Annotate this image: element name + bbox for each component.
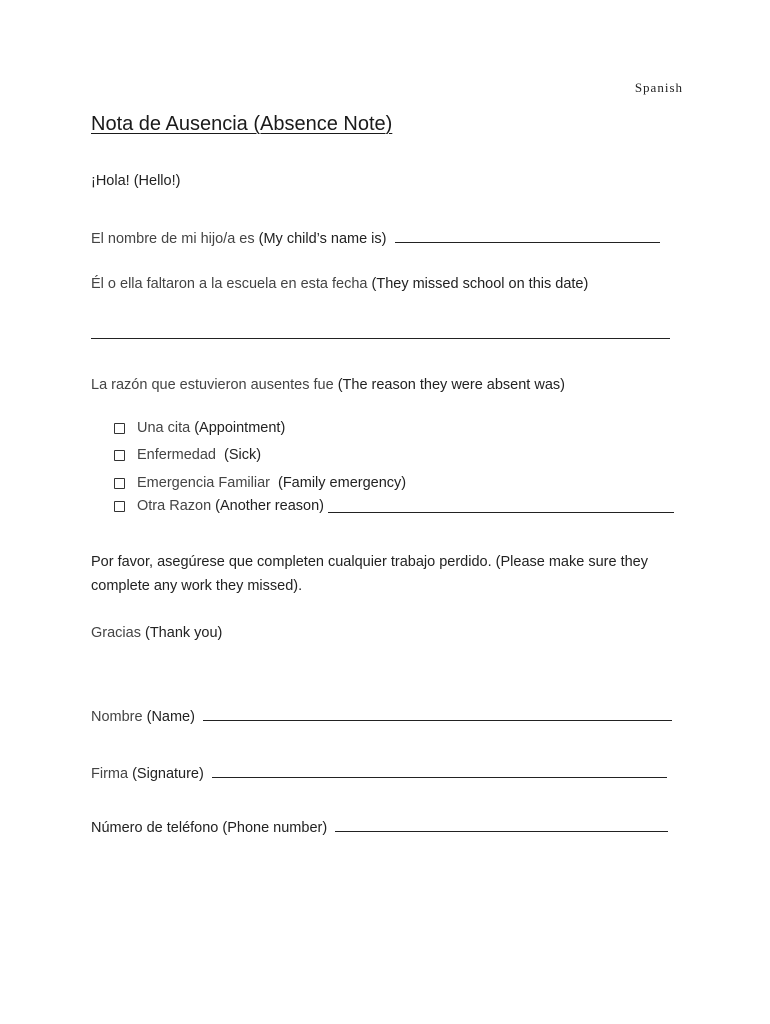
reason-label-es: La razón que estuvieron ausentes fue (91, 377, 334, 393)
other-reason-field[interactable] (328, 499, 674, 513)
option-label-en: (Another reason) (215, 498, 324, 514)
checkbox[interactable] (114, 478, 125, 489)
signature-field[interactable] (212, 764, 667, 778)
signature-row (91, 764, 667, 782)
phone-row (91, 818, 668, 836)
signature-label-es: Firma (91, 766, 129, 782)
checkbox[interactable] (114, 423, 125, 434)
request-en: (Please make sure they complete any work they missed). (91, 554, 648, 594)
child-name-row (91, 229, 660, 247)
missed-date-field[interactable] (91, 338, 670, 339)
child-name-label-en: (My child’s name is) (258, 231, 387, 247)
thanks-row (91, 625, 222, 641)
name-label-es: Nombre (91, 709, 143, 725)
complete-work-request (91, 550, 681, 598)
phone-label-en: (Phone number) (222, 820, 328, 836)
reason-option-family-emergency[interactable] (114, 475, 406, 491)
option-label-es: Emergencia Familiar (137, 475, 270, 491)
reason-label-en: (The reason they were absent was) (337, 377, 565, 393)
name-label-en: (Name) (146, 709, 195, 725)
missed-date-row (91, 276, 588, 292)
reason-option-other[interactable] (114, 498, 674, 514)
missed-date-label-en: (They missed school on this date) (371, 276, 589, 292)
option-label-en: (Appointment) (194, 420, 286, 436)
phone-label-es: Número de teléfono (91, 820, 219, 836)
reason-row (91, 377, 565, 393)
name-field[interactable] (203, 707, 672, 721)
checkbox[interactable] (114, 501, 125, 512)
signature-label-en: (Signature) (132, 766, 204, 782)
name-row (91, 707, 672, 725)
missed-date-label-es: Él o ella faltaron a la escuela en esta fecha (91, 276, 368, 292)
greeting: ¡Hola! (Hello!) (91, 173, 181, 189)
option-label-en: (Sick) (220, 447, 262, 463)
child-name-label-es: El nombre de mi hijo/a es (91, 231, 255, 247)
phone-field[interactable] (335, 818, 668, 832)
checkbox[interactable] (114, 450, 125, 461)
option-label-es: Una cita (137, 420, 191, 436)
language-label: Spanish (634, 80, 683, 95)
thanks-es: Gracias (91, 625, 141, 641)
child-name-field[interactable] (395, 229, 660, 243)
thanks-en: (Thank you) (145, 625, 223, 641)
option-label-es: Enfermedad (137, 447, 216, 463)
reason-option-appointment[interactable] (114, 420, 285, 436)
option-label-es: Otra Razon (137, 498, 212, 514)
page-title: Nota de Ausencia (Absence Note) (91, 113, 393, 135)
request-es: Por favor, asegúrese que completen cualquier trabajo perdido. (91, 554, 492, 570)
option-label-en: (Family emergency) (273, 475, 407, 491)
reason-option-sick[interactable] (114, 447, 261, 463)
